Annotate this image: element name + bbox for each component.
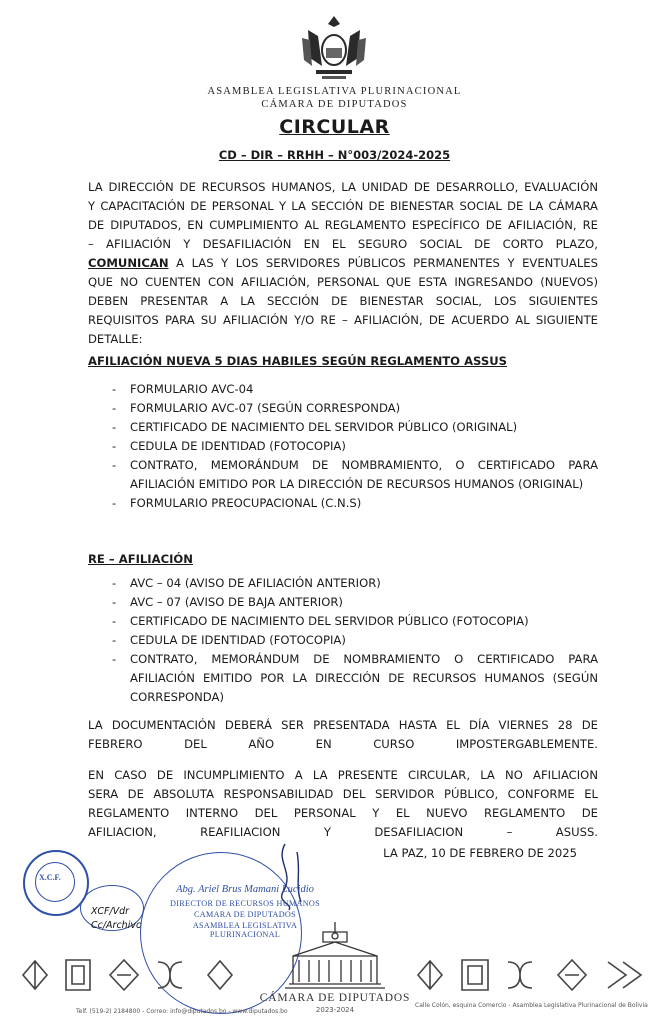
list-item: - CONTRATO, MEMORÁNDUM DE NOMBRAMIENTO, O CERTIFICADO PARA AFILIACIÓN EMITIDO POR LA DIRECCIÓN DE RECURSOS HUMANOS (ORIGINAL) [106, 456, 598, 494]
list-item: - CONTRATO, MEMORÁNDUM DE NOMBRAMIENTO O CERTIFICADO PARA AFILIACIÓN EMITIDO POR LA DIRECCIÓN DE RECURSOS HUMANOS (SEGÚN CORRESPONDA) [106, 650, 598, 707]
list-item: - AVC – 04 (AVISO DE AFILIACIÓN ANTERIOR) [106, 574, 598, 593]
list-item: - CERTIFICADO DE NACIMIENTO DEL SERVIDOR PÚBLICO (FOTOCOPIA) [106, 612, 598, 631]
footer-contact: Telf. (519-2) 2184800 - Correo: info@diputados.bo - www.diputados.bo [76, 1008, 288, 1015]
footer-chamber-name: CÁMARA DE DIPUTADOS [259, 992, 411, 1004]
intro-line: Y CAPACITACIÓN DE PERSONAL Y LA SECCIÓN DE BIENESTAR SOCIAL DE LA CÁMARA [88, 199, 598, 213]
warning-line: EN CASO DE INCUMPLIMIENTO A LA PRESENTE CIRCULAR, LA NO AFILIACION [88, 768, 598, 782]
intro-line: QUE NO CUENTEN CON AFILIACIÓN, PERSONAL QUE ESTA INGRESANDO (NUEVOS) [88, 275, 598, 289]
document-title: CIRCULAR [279, 116, 390, 138]
warning-line: AFILIACION, REAFILIACION Y DESAFILIACION – ASUSS. [88, 825, 598, 839]
intro-line: DEBEN PRESENTAR A LA SECCIÓN DE BIENESTAR SOCIAL, LOS SIGUIENTES [88, 294, 598, 308]
bolivia-coat-of-arms-icon [296, 14, 372, 86]
legislative-building-icon [279, 918, 391, 992]
re-affiliation-list [106, 574, 598, 707]
list-item: - CEDULA DE IDENTIDAD (FOTOCOPIA) [106, 631, 598, 650]
new-affiliation-list [106, 380, 598, 513]
intro-line [88, 254, 598, 273]
list-item: - AVC – 07 (AVISO DE BAJA ANTERIOR) [106, 593, 598, 612]
signatory-role: DIRECTOR DE RECURSOS HUMANOS [170, 899, 320, 908]
institution-name: ASAMBLEA LEGISLATIVA PLURINACIONAL [207, 86, 462, 97]
warning-line: SERA DE ABSOLUTA RESPONSABILIDAD DEL SERVIDOR PÚBLICO, CONFORME EL [88, 787, 598, 801]
document-date: LA PAZ, 10 DE FEBRERO DE 2025 [383, 846, 577, 860]
footer-years: 2023-2024 [315, 1006, 355, 1014]
footer-address: Calle Colón, esquina Comercio - Asamblea Legislativa Plurinacional de Bolivia [415, 1002, 648, 1009]
list-item: - FORMULARIO AVC-04 [106, 380, 598, 399]
list-item: - CEDULA DE IDENTIDAD (FOTOCOPIA) [106, 437, 598, 456]
document-code: CD – DIR – RRHH – N°003/2024-2025 [218, 148, 451, 162]
list-item: - FORMULARIO PREOCUPACIONAL (C.N.S) [106, 494, 598, 513]
intro-line: DE DIPUTADOS, EN CUMPLIMIENTO AL REGLAMENTO ESPECÍFICO DE AFILIACIÓN, RE [88, 218, 598, 232]
section-heading-new-affiliation: AFILIACIÓN NUEVA 5 DIAS HABILES SEGÚN REGLAMENTO ASSUS [88, 354, 507, 368]
chamber-name: CÁMARA DE DIPUTADOS [261, 99, 408, 110]
seal-inner-ring [35, 862, 75, 902]
deadline-line: LA DOCUMENTACIÓN DEBERÁ SER PRESENTADA HASTA EL DÍA VIERNES 28 DE [88, 718, 598, 732]
intro-line-rest: A LAS Y LOS SERVIDORES PÚBLICOS PERMANENTES Y EVENTUALES [168, 256, 598, 270]
seal-initials: X.C.F. [39, 873, 61, 882]
signatory-assembly: ASAMBLEA LEGISLATIVA PLURINACIONAL [192, 921, 298, 939]
cc-archive: Cc/Archivo [91, 920, 142, 931]
comunican-keyword: COMUNICAN [88, 256, 169, 270]
list-item: - FORMULARIO AVC-07 (SEGÚN CORRESPONDA) [106, 399, 598, 418]
section-heading-re-affiliation: RE – AFILIACIÓN [88, 552, 193, 566]
intro-line: REQUISITOS PARA SU AFILIACIÓN Y/O RE – AFILIACIÓN, DE ACUERDO AL SIGUIENTE [88, 313, 598, 327]
signatory-chamber: CAMARA DE DIPUTADOS [194, 910, 296, 919]
signatory-name: Abg. Ariel Brus Mamani Lucidio [176, 884, 314, 895]
intro-line: – AFILIACIÓN Y DESAFILIACIÓN EN EL SEGURO SOCIAL DE CORTO PLAZO, [88, 237, 598, 251]
intro-line: LA DIRECCIÓN DE RECURSOS HUMANOS, LA UNIDAD DE DESARROLLO, EVALUACIÓN [88, 180, 598, 194]
list-item: - CERTIFICADO DE NACIMIENTO DEL SERVIDOR PÚBLICO (ORIGINAL) [106, 418, 598, 437]
intro-line: DETALLE: [88, 332, 143, 346]
warning-line: REGLAMENTO INTERNO DEL PERSONAL Y EL NUEVO REGLAMENTO DE [88, 806, 598, 820]
warning-paragraph [88, 766, 598, 842]
intro-paragraph [88, 178, 598, 349]
deadline-line: FEBRERO DEL AÑO EN CURSO IMPOSTERGABLEMENTE. [88, 737, 598, 751]
deadline-paragraph [88, 716, 598, 754]
cc-initials: XCF/Vdr [91, 906, 130, 917]
